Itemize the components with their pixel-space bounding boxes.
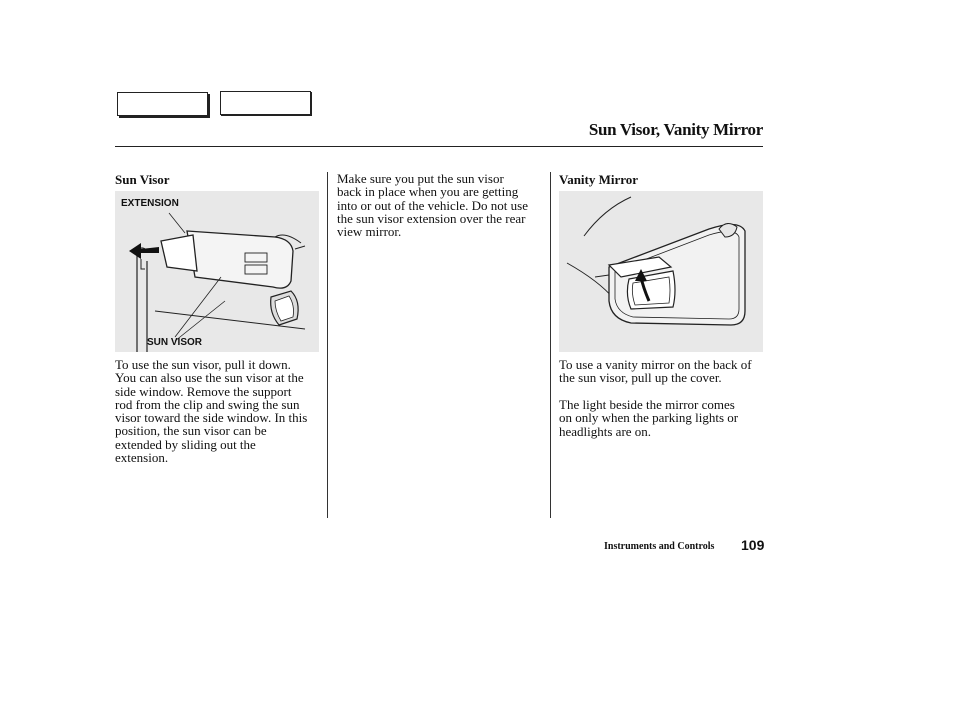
text-line: into or out of the vehicle. Do not use <box>337 197 528 213</box>
text-line: extension. <box>115 450 169 466</box>
vanity-mirror-text-2 <box>559 398 769 438</box>
sun-visor-text <box>115 358 325 464</box>
text-line: back in place when you are getting <box>337 184 519 200</box>
sun-visor-figure <box>115 191 319 352</box>
text-line: To use a vanity mirror on the back of <box>559 357 752 372</box>
extension-label: EXTENSION <box>121 198 179 209</box>
text-line: headlights are on. <box>559 423 652 439</box>
next-page-button[interactable] <box>220 91 311 115</box>
column-divider-right <box>550 172 551 518</box>
text-line: Make sure you put the sun visor <box>337 171 504 186</box>
text-line: side window. Remove the support <box>115 383 292 399</box>
vanity-mirror-text-1 <box>559 358 769 385</box>
text-line: position, the sun visor can be <box>115 423 267 439</box>
sun-visor-heading: Sun Visor <box>115 172 170 187</box>
vanity-mirror-illustration <box>559 191 763 352</box>
vanity-mirror-figure <box>559 191 763 352</box>
text-line: the sun visor, pull up the cover. <box>559 370 722 386</box>
text-line: the sun visor extension over the rear <box>337 210 526 226</box>
page-number: 109 <box>741 537 765 553</box>
text-line: visor toward the side window. In this <box>115 410 308 426</box>
middle-text <box>337 172 547 238</box>
text-line: view mirror. <box>337 224 402 240</box>
previous-page-button[interactable] <box>117 92 208 116</box>
text-line: on only when the parking lights or <box>559 410 739 426</box>
text-line: To use the sun visor, pull it down. <box>115 357 291 372</box>
sun-visor-illustration <box>115 191 319 352</box>
text-line: rod from the clip and swing the sun <box>115 396 300 412</box>
text-line: extended by sliding out the <box>115 436 256 452</box>
text-line: You can also use the sun visor at the <box>115 370 304 386</box>
title-rule <box>115 146 763 147</box>
footer-section-title: Instruments and Controls <box>604 541 715 552</box>
column-divider-left <box>327 172 328 518</box>
page-title: Sun Visor, Vanity Mirror <box>588 120 763 139</box>
text-line: The light beside the mirror comes <box>559 397 735 412</box>
sun-visor-label: SUN VISOR <box>147 337 203 348</box>
vanity-mirror-heading: Vanity Mirror <box>559 172 639 187</box>
